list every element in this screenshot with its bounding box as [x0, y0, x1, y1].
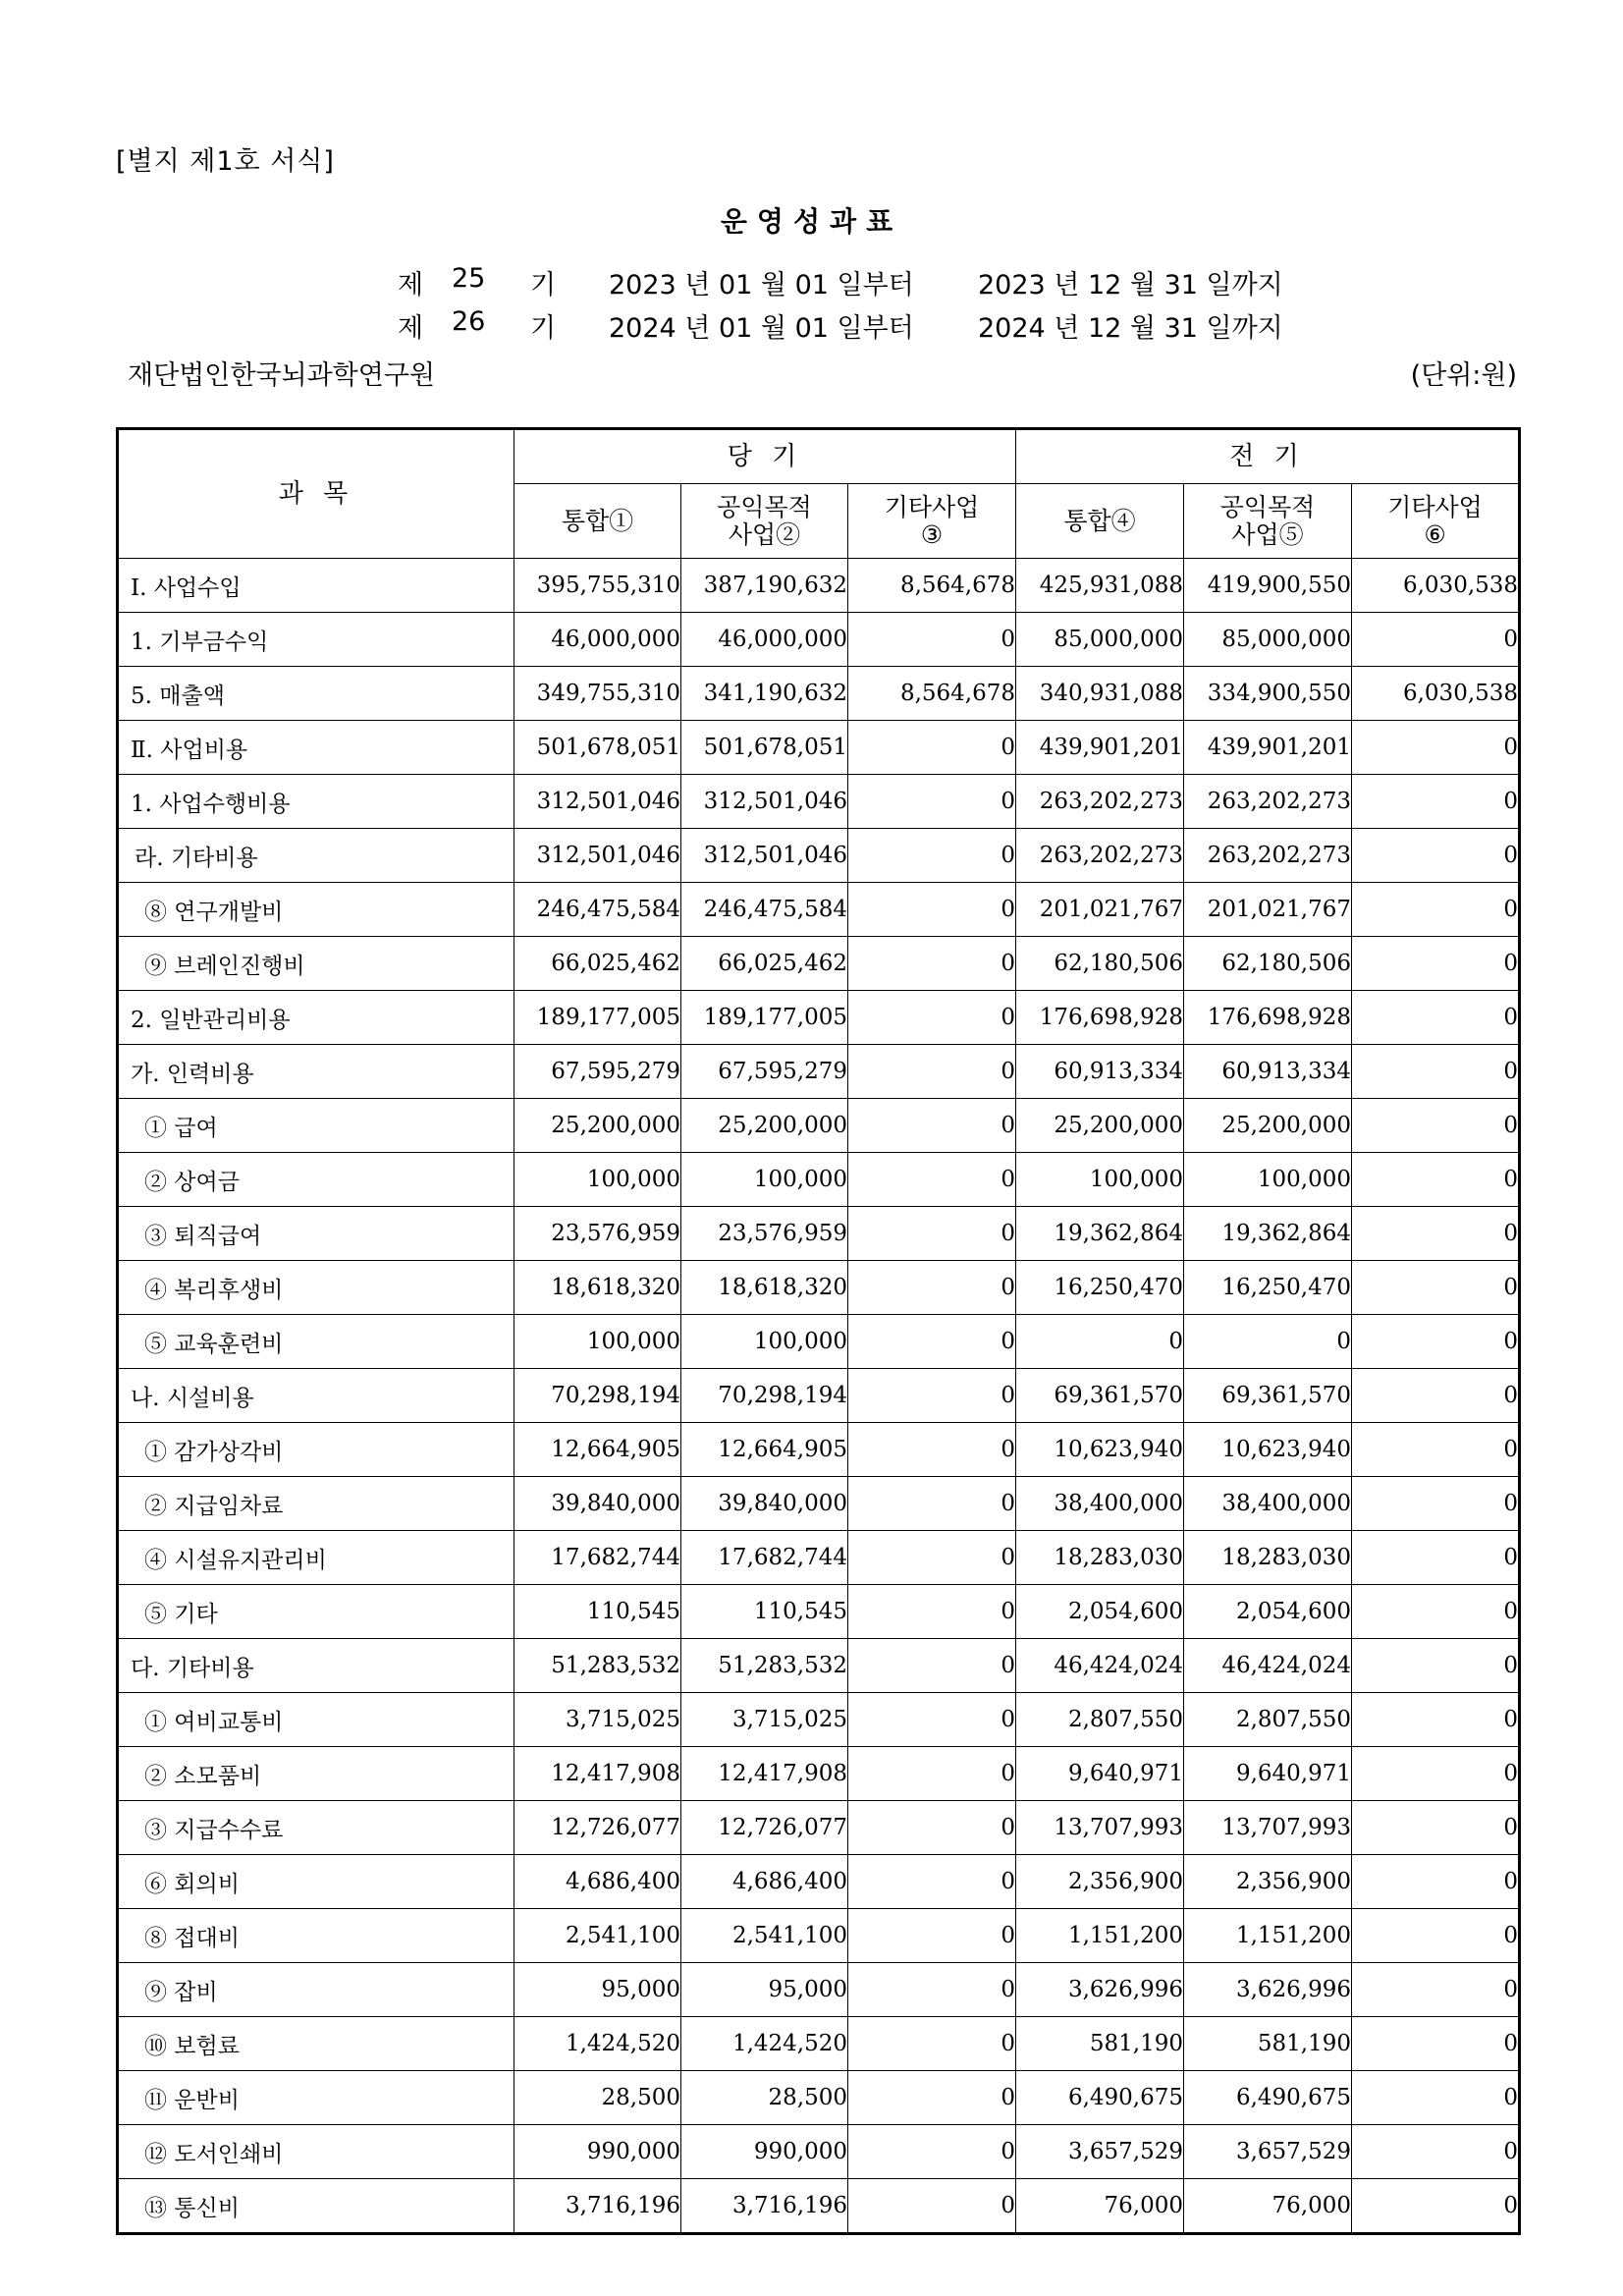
amount-cell: 46,424,024 [1184, 1639, 1352, 1693]
header-other-business-current [848, 484, 1016, 559]
period-number: 25 [452, 263, 486, 294]
amount-cell: 0 [1352, 1747, 1520, 1801]
amount-cell: 0 [1352, 1585, 1520, 1639]
amount-cell: 189,177,005 [514, 991, 681, 1045]
amount-cell: 0 [848, 1369, 1016, 1423]
amount-cell: 263,202,273 [1184, 775, 1352, 829]
amount-cell: 60,913,334 [1016, 1045, 1184, 1099]
table-row [118, 1693, 1520, 1747]
amount-cell: 10,623,940 [1184, 1423, 1352, 1477]
row-label: ⑤ 기타 [118, 1585, 514, 1639]
amount-cell: 0 [1352, 1153, 1520, 1207]
amount-cell: 0 [848, 2017, 1016, 2071]
amount-cell: 3,657,529 [1016, 2125, 1184, 2179]
amount-cell: 70,298,194 [681, 1369, 848, 1423]
amount-cell: 0 [848, 1855, 1016, 1909]
amount-cell: 95,000 [681, 1963, 848, 2017]
amount-cell: 9,640,971 [1184, 1747, 1352, 1801]
amount-cell: 0 [848, 721, 1016, 775]
amount-cell: 0 [1352, 829, 1520, 883]
amount-cell: 25,200,000 [681, 1099, 848, 1153]
row-label: ② 지급임차료 [118, 1477, 514, 1531]
amount-cell: 0 [1352, 2125, 1520, 2179]
amount-cell: 2,807,550 [1184, 1693, 1352, 1747]
amount-cell: 3,716,196 [681, 2179, 848, 2234]
amount-cell: 12,417,908 [681, 1747, 848, 1801]
amount-cell: 16,250,470 [1016, 1261, 1184, 1315]
amount-cell: 25,200,000 [1016, 1099, 1184, 1153]
amount-cell: 176,698,928 [1016, 991, 1184, 1045]
amount-cell: 13,707,993 [1184, 1801, 1352, 1855]
table-row [118, 937, 1520, 991]
amount-cell: 69,361,570 [1016, 1369, 1184, 1423]
amount-cell: 17,682,744 [514, 1531, 681, 1585]
amount-cell: 46,424,024 [1016, 1639, 1184, 1693]
table-row [118, 1315, 1520, 1369]
row-label: ① 급여 [118, 1099, 514, 1153]
amount-cell: 46,000,000 [514, 613, 681, 667]
table-row [118, 1585, 1520, 1639]
header-line: 사업② [728, 519, 801, 549]
amount-cell: 23,576,959 [681, 1207, 848, 1261]
table-row [118, 2125, 1520, 2179]
amount-cell: 18,283,030 [1016, 1531, 1184, 1585]
table-row [118, 613, 1520, 667]
table-row [118, 775, 1520, 829]
amount-cell: 501,678,051 [681, 721, 848, 775]
amount-cell: 67,595,279 [681, 1045, 848, 1099]
period-end: 2024 년 12 월 31 일까지 [978, 313, 1283, 344]
amount-cell: 8,564,678 [848, 667, 1016, 721]
amount-cell: 10,623,940 [1016, 1423, 1184, 1477]
amount-cell: 581,190 [1184, 2017, 1352, 2071]
amount-cell: 51,283,532 [514, 1639, 681, 1693]
amount-cell: 12,664,905 [514, 1423, 681, 1477]
amount-cell: 2,541,100 [514, 1909, 681, 1963]
amount-cell: 201,021,767 [1184, 883, 1352, 937]
amount-cell: 2,807,550 [1016, 1693, 1184, 1747]
amount-cell: 38,400,000 [1016, 1477, 1184, 1531]
amount-cell: 189,177,005 [681, 991, 848, 1045]
amount-cell: 0 [1352, 1801, 1520, 1855]
amount-cell: 0 [848, 1099, 1016, 1153]
amount-cell: 2,054,600 [1184, 1585, 1352, 1639]
amount-cell: 0 [1184, 1315, 1352, 1369]
table-row [118, 1963, 1520, 2017]
amount-cell: 419,900,550 [1184, 559, 1352, 613]
amount-cell: 38,400,000 [1184, 1477, 1352, 1531]
row-label: ① 감가상각비 [118, 1423, 514, 1477]
amount-cell: 6,490,675 [1016, 2071, 1184, 2125]
amount-cell: 340,931,088 [1016, 667, 1184, 721]
row-label: 라. 기타비용 [118, 829, 514, 883]
amount-cell: 2,356,900 [1016, 1855, 1184, 1909]
amount-cell: 3,626,996 [1184, 1963, 1352, 2017]
amount-cell: 425,931,088 [1016, 559, 1184, 613]
amount-cell: 62,180,506 [1184, 937, 1352, 991]
row-label: 가. 인력비용 [118, 1045, 514, 1099]
amount-cell: 0 [848, 2179, 1016, 2234]
table-row [118, 883, 1520, 937]
amount-cell: 39,840,000 [681, 1477, 848, 1531]
period-je: 제 [398, 313, 424, 344]
amount-cell: 0 [1352, 1315, 1520, 1369]
amount-cell: 0 [1352, 1693, 1520, 1747]
amount-cell: 0 [1352, 1423, 1520, 1477]
header-integrated-previous [1016, 484, 1184, 559]
amount-cell: 0 [1352, 1477, 1520, 1531]
amount-cell: 334,900,550 [1184, 667, 1352, 721]
amount-cell: 110,545 [514, 1585, 681, 1639]
row-label: ① 여비교통비 [118, 1693, 514, 1747]
amount-cell: 67,595,279 [514, 1045, 681, 1099]
amount-cell: 66,025,462 [681, 937, 848, 991]
amount-cell: 0 [848, 2071, 1016, 2125]
amount-cell: 0 [1352, 1531, 1520, 1585]
table-row [118, 829, 1520, 883]
table-row [118, 721, 1520, 775]
amount-cell: 18,618,320 [514, 1261, 681, 1315]
amount-cell: 100,000 [514, 1315, 681, 1369]
header-line: 공익목적 [717, 492, 812, 521]
row-label: ⑧ 연구개발비 [118, 883, 514, 937]
table-row [118, 2017, 1520, 2071]
row-label: 2. 일반관리비용 [118, 991, 514, 1045]
amount-cell: 1,424,520 [514, 2017, 681, 2071]
amount-cell: 0 [1352, 2017, 1520, 2071]
amount-cell: 76,000 [1016, 2179, 1184, 2234]
amount-cell: 0 [1352, 1369, 1520, 1423]
amount-cell: 76,000 [1184, 2179, 1352, 2234]
header-public-purpose-previous [1184, 484, 1352, 559]
amount-cell: 0 [848, 2125, 1016, 2179]
amount-cell: 0 [848, 1045, 1016, 1099]
header-previous-period: 전 기 [1016, 429, 1520, 484]
table-row [118, 559, 1520, 613]
amount-cell: 581,190 [1016, 2017, 1184, 2071]
header-current-period: 당 기 [514, 429, 1016, 484]
amount-cell: 0 [848, 829, 1016, 883]
header-line: 공익목적 [1219, 492, 1316, 521]
amount-cell: 62,180,506 [1016, 937, 1184, 991]
table-row [118, 1909, 1520, 1963]
row-label: ④ 복리후생비 [118, 1261, 514, 1315]
period-gi: 기 [530, 313, 557, 344]
header-other-business-previous [1352, 484, 1520, 559]
amount-cell: 0 [848, 937, 1016, 991]
amount-cell: 176,698,928 [1184, 991, 1352, 1045]
amount-cell: 18,618,320 [681, 1261, 848, 1315]
amount-cell: 0 [848, 1909, 1016, 1963]
amount-cell: 12,664,905 [681, 1423, 848, 1477]
amount-cell: 395,755,310 [514, 559, 681, 613]
amount-cell: 0 [848, 613, 1016, 667]
amount-cell: 0 [848, 1531, 1016, 1585]
amount-cell: 6,030,538 [1352, 667, 1520, 721]
header-integrated-current [514, 484, 681, 559]
amount-cell: 990,000 [514, 2125, 681, 2179]
amount-cell: 0 [1352, 2179, 1520, 2234]
amount-cell: 0 [848, 991, 1016, 1045]
amount-cell: 0 [848, 1747, 1016, 1801]
amount-cell: 100,000 [681, 1153, 848, 1207]
amount-cell: 439,901,201 [1016, 721, 1184, 775]
amount-cell: 28,500 [514, 2071, 681, 2125]
amount-cell: 51,283,532 [681, 1639, 848, 1693]
amount-cell: 100,000 [1184, 1153, 1352, 1207]
amount-cell: 12,417,908 [514, 1747, 681, 1801]
amount-cell: 0 [1352, 775, 1520, 829]
amount-cell: 66,025,462 [514, 937, 681, 991]
amount-cell: 0 [1352, 2071, 1520, 2125]
amount-cell: 312,501,046 [514, 829, 681, 883]
amount-cell: 0 [1016, 1315, 1184, 1369]
amount-cell: 9,640,971 [1016, 1747, 1184, 1801]
header-line: ⑥ [1424, 519, 1446, 549]
amount-cell: 0 [1352, 1909, 1520, 1963]
period-number: 26 [452, 306, 486, 337]
row-label: ③ 퇴직급여 [118, 1207, 514, 1261]
amount-cell: 1,424,520 [681, 2017, 848, 2071]
amount-cell: 246,475,584 [514, 883, 681, 937]
row-label: Ⅰ. 사업수입 [118, 559, 514, 613]
amount-cell: 28,500 [681, 2071, 848, 2125]
period-je: 제 [398, 270, 424, 301]
table-row [118, 1261, 1520, 1315]
amount-cell: 60,913,334 [1184, 1045, 1352, 1099]
amount-cell: 0 [1352, 883, 1520, 937]
amount-cell: 3,657,529 [1184, 2125, 1352, 2179]
amount-cell: 0 [848, 883, 1016, 937]
table-row [118, 1747, 1520, 1801]
amount-cell: 0 [848, 1261, 1016, 1315]
row-label: ② 상여금 [118, 1153, 514, 1207]
row-label: ④ 시설유지관리비 [118, 1531, 514, 1585]
amount-cell: 13,707,993 [1016, 1801, 1184, 1855]
amount-cell: 341,190,632 [681, 667, 848, 721]
period-start: 2024 년 01 월 01 일부터 [609, 313, 914, 344]
amount-cell: 201,021,767 [1016, 883, 1184, 937]
amount-cell: 312,501,046 [514, 775, 681, 829]
amount-cell: 439,901,201 [1184, 721, 1352, 775]
header-line: ③ [920, 519, 944, 549]
amount-cell: 8,564,678 [848, 559, 1016, 613]
amount-cell: 16,250,470 [1184, 1261, 1352, 1315]
amount-cell: 0 [848, 1477, 1016, 1531]
amount-cell: 2,054,600 [1016, 1585, 1184, 1639]
row-label: ⑤ 교육훈련비 [118, 1315, 514, 1369]
amount-cell: 70,298,194 [514, 1369, 681, 1423]
amount-cell: 263,202,273 [1016, 829, 1184, 883]
amount-cell: 0 [1352, 1261, 1520, 1315]
amount-cell: 19,362,864 [1016, 1207, 1184, 1261]
amount-cell: 25,200,000 [1184, 1099, 1352, 1153]
row-label: 1. 사업수행비용 [118, 775, 514, 829]
amount-cell: 4,686,400 [514, 1855, 681, 1909]
row-label: ⑨ 브레인진행비 [118, 937, 514, 991]
document-title: 운영성과표 [720, 205, 903, 238]
unit-label: (단위:원) [1410, 360, 1517, 391]
amount-cell: 95,000 [514, 1963, 681, 2017]
row-label: 나. 시설비용 [118, 1369, 514, 1423]
amount-cell: 349,755,310 [514, 667, 681, 721]
amount-cell: 0 [848, 1693, 1016, 1747]
amount-cell: 18,283,030 [1184, 1531, 1352, 1585]
amount-cell: 0 [1352, 1045, 1520, 1099]
row-label: 다. 기타비용 [118, 1639, 514, 1693]
amount-cell: 0 [848, 1315, 1016, 1369]
amount-cell: 0 [848, 1207, 1016, 1261]
row-label: ③ 지급수수료 [118, 1801, 514, 1855]
amount-cell: 0 [848, 1801, 1016, 1855]
header-line: 통합④ [1063, 506, 1136, 535]
table-row [118, 991, 1520, 1045]
amount-cell: 3,715,025 [514, 1693, 681, 1747]
header-line: 기타사업 [1387, 492, 1483, 521]
amount-cell: 0 [1352, 1963, 1520, 2017]
table-row [118, 1801, 1520, 1855]
amount-cell: 0 [848, 1585, 1016, 1639]
amount-cell: 85,000,000 [1184, 613, 1352, 667]
amount-cell: 6,490,675 [1184, 2071, 1352, 2125]
period-line-2 [0, 306, 1623, 346]
amount-cell: 0 [1352, 1207, 1520, 1261]
table-row [118, 1477, 1520, 1531]
amount-cell: 1,151,200 [1184, 1909, 1352, 1963]
amount-cell: 0 [1352, 1855, 1520, 1909]
form-label: [별지 제1호 서식] [116, 146, 335, 177]
table-row [118, 1369, 1520, 1423]
table-row [118, 1855, 1520, 1909]
amount-cell: 501,678,051 [514, 721, 681, 775]
period-line-1 [0, 263, 1623, 302]
amount-cell: 312,501,046 [681, 775, 848, 829]
amount-cell: 263,202,273 [1016, 775, 1184, 829]
amount-cell: 100,000 [681, 1315, 848, 1369]
amount-cell: 6,030,538 [1352, 559, 1520, 613]
amount-cell: 4,686,400 [681, 1855, 848, 1909]
amount-cell: 19,362,864 [1184, 1207, 1352, 1261]
table-row [118, 1423, 1520, 1477]
row-label: 1. 기부금수익 [118, 613, 514, 667]
header-line: 사업⑤ [1231, 519, 1304, 549]
amount-cell: 0 [1352, 937, 1520, 991]
row-label: ② 소모품비 [118, 1747, 514, 1801]
organization-name: 재단법인한국뇌과학연구원 [128, 360, 435, 391]
amount-cell: 85,000,000 [1016, 613, 1184, 667]
row-label: ⑧ 접대비 [118, 1909, 514, 1963]
row-label: ⑫ 도서인쇄비 [118, 2125, 514, 2179]
row-label: ⑥ 회의비 [118, 1855, 514, 1909]
amount-cell: 0 [1352, 613, 1520, 667]
amount-cell: 246,475,584 [681, 883, 848, 937]
amount-cell: 46,000,000 [681, 613, 848, 667]
amount-cell: 0 [1352, 1639, 1520, 1693]
amount-cell: 0 [848, 1963, 1016, 2017]
amount-cell: 100,000 [514, 1153, 681, 1207]
table-row [118, 2071, 1520, 2125]
amount-cell: 990,000 [681, 2125, 848, 2179]
header-subject: 과 목 [118, 429, 514, 559]
table-row [118, 2179, 1520, 2234]
period-end: 2023 년 12 월 31 일까지 [978, 270, 1283, 301]
amount-cell: 3,626,996 [1016, 1963, 1184, 2017]
row-label: Ⅱ. 사업비용 [118, 721, 514, 775]
amount-cell: 263,202,273 [1184, 829, 1352, 883]
amount-cell: 17,682,744 [681, 1531, 848, 1585]
header-line: 통합① [561, 506, 634, 535]
row-label: ⑬ 통신비 [118, 2179, 514, 2234]
amount-cell: 25,200,000 [514, 1099, 681, 1153]
amount-cell: 3,716,196 [514, 2179, 681, 2234]
amount-cell: 0 [1352, 991, 1520, 1045]
table-row [118, 667, 1520, 721]
amount-cell: 23,576,959 [514, 1207, 681, 1261]
amount-cell: 3,715,025 [681, 1693, 848, 1747]
amount-cell: 312,501,046 [681, 829, 848, 883]
amount-cell: 0 [1352, 1099, 1520, 1153]
amount-cell: 0 [848, 1153, 1016, 1207]
period-start: 2023 년 01 월 01 일부터 [609, 270, 914, 301]
amount-cell: 1,151,200 [1016, 1909, 1184, 1963]
table-row [118, 1207, 1520, 1261]
row-label: ⑩ 보험료 [118, 2017, 514, 2071]
row-label: 5. 매출액 [118, 667, 514, 721]
amount-cell: 0 [1352, 721, 1520, 775]
amount-cell: 0 [848, 775, 1016, 829]
amount-cell: 100,000 [1016, 1153, 1184, 1207]
amount-cell: 110,545 [681, 1585, 848, 1639]
period-gi: 기 [530, 270, 557, 301]
row-label: ⑪ 운반비 [118, 2071, 514, 2125]
amount-cell: 69,361,570 [1184, 1369, 1352, 1423]
table-row [118, 1531, 1520, 1585]
amount-cell: 2,541,100 [681, 1909, 848, 1963]
amount-cell: 12,726,077 [514, 1801, 681, 1855]
amount-cell: 0 [848, 1639, 1016, 1693]
table-row [118, 1045, 1520, 1099]
table-row [118, 1153, 1520, 1207]
header-line: 기타사업 [884, 492, 980, 521]
table-row [118, 1099, 1520, 1153]
table-row [118, 1639, 1520, 1693]
amount-cell: 2,356,900 [1184, 1855, 1352, 1909]
header-public-purpose-current [681, 484, 848, 559]
operating-results-table [116, 427, 1521, 2235]
row-label: ⑨ 잡비 [118, 1963, 514, 2017]
amount-cell: 387,190,632 [681, 559, 848, 613]
amount-cell: 0 [848, 1423, 1016, 1477]
amount-cell: 39,840,000 [514, 1477, 681, 1531]
amount-cell: 12,726,077 [681, 1801, 848, 1855]
